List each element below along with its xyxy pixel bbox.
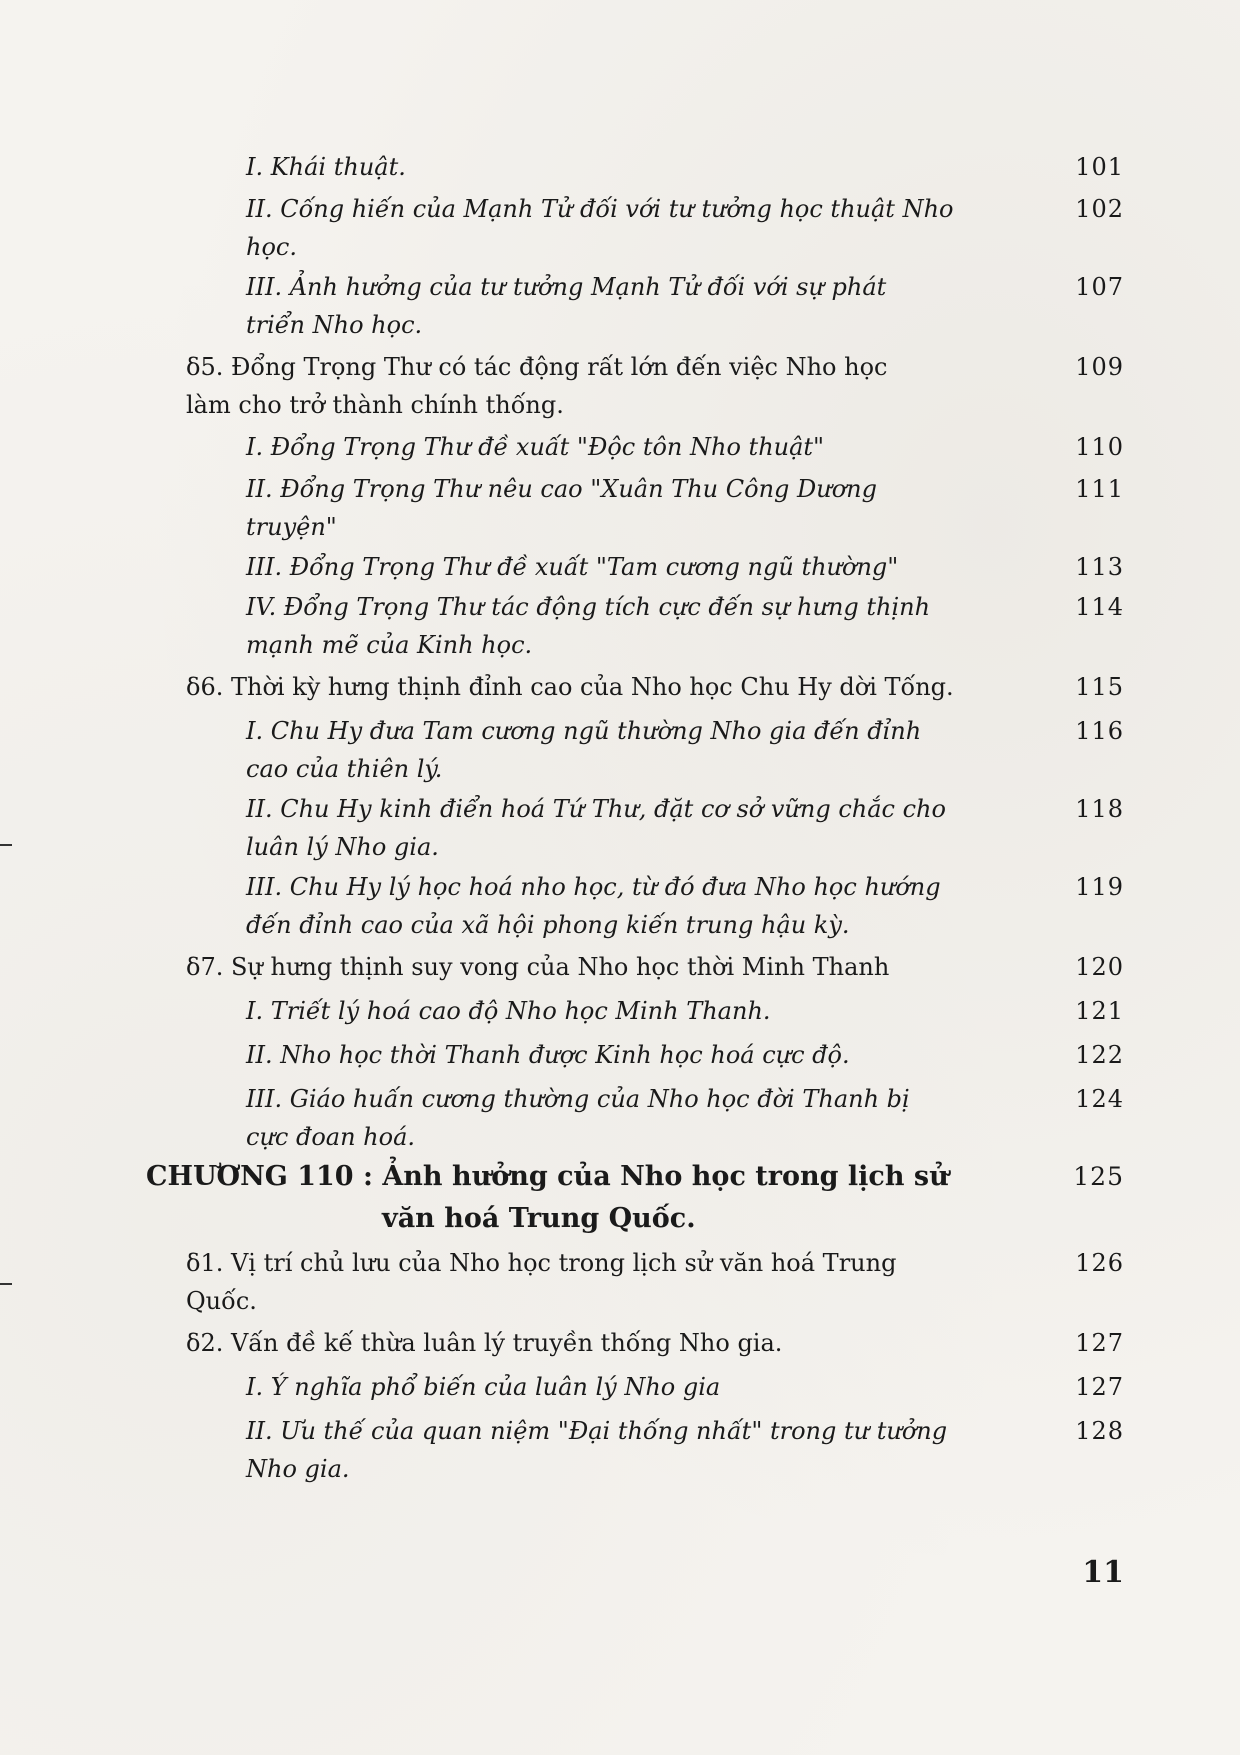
toc-line: IV. Đổng Trọng Thư tác động tích cực đến sự hưng thịnh <box>246 593 931 621</box>
toc-entry-title <box>246 548 1016 586</box>
toc-line: I. Khái thuật. <box>246 153 406 181</box>
toc-page-number: 121 <box>1075 997 1124 1025</box>
toc-entry-title <box>246 712 1016 788</box>
toc-entry-title <box>186 1244 1016 1320</box>
toc-page-number: 101 <box>1075 153 1124 181</box>
toc-line: triển Nho học. <box>246 311 423 339</box>
toc-page-number: 127 <box>1075 1373 1124 1401</box>
toc-line: III. Đổng Trọng Thư đề xuất "Tam cương ngũ thường" <box>246 553 899 581</box>
toc-entry-title <box>246 470 1016 546</box>
toc-page-number: 118 <box>1075 795 1124 823</box>
toc-chapter-title <box>146 1156 1026 1240</box>
toc-line: I. Đổng Trọng Thư đề xuất "Độc tôn Nho thuật" <box>246 433 825 461</box>
toc-entry-title <box>246 992 1016 1030</box>
toc-entry-title <box>246 268 1016 344</box>
toc-page-number: 115 <box>1075 673 1124 701</box>
toc-entry-title <box>246 428 1016 466</box>
toc-line: δ6. Thời kỳ hưng thịnh đỉnh cao của Nho học Chu Hy dời Tống. <box>186 673 954 701</box>
scan-edge-mark <box>0 1283 12 1285</box>
toc-line: I. Chu Hy đưa Tam cương ngũ thường Nho gia đến đỉnh <box>246 717 922 745</box>
toc-page-number: 111 <box>1075 475 1124 503</box>
toc-line: δ2. Vấn đề kế thừa luân lý truyền thống Nho gia. <box>186 1329 783 1357</box>
toc-line: mạnh mẽ của Kinh học. <box>246 631 533 659</box>
toc-entry-title <box>246 868 1016 944</box>
toc-line: I. Ý nghĩa phổ biến của luân lý Nho gia <box>246 1373 721 1401</box>
toc-line: III. Ảnh hưởng của tư tưởng Mạnh Tử đối với sự phát <box>246 273 887 301</box>
toc-page-number: 102 <box>1075 195 1124 223</box>
toc-line: δ5. Đổng Trọng Thư có tác động rất lớn đến việc Nho học <box>186 353 888 381</box>
toc-line: II. Đổng Trọng Thư nêu cao "Xuân Thu Công Dương <box>246 475 877 503</box>
toc-entry-title <box>186 668 1016 706</box>
toc-entry-title <box>246 790 1016 866</box>
toc-page-number: 110 <box>1075 433 1124 461</box>
toc-line: văn hoá Trung Quốc. <box>382 1203 696 1234</box>
toc-line: II. Ưu thế của quan niệm "Đại thống nhất" trong tư tưởng <box>246 1417 948 1445</box>
toc-line: Nho gia. <box>246 1455 350 1483</box>
toc-line: I. Triết lý hoá cao độ Nho học Minh Thanh. <box>246 997 771 1025</box>
toc-line: làm cho trở thành chính thống. <box>186 391 564 419</box>
toc-entry-title <box>246 1036 1016 1074</box>
toc-page-number: 124 <box>1075 1085 1124 1113</box>
toc-page-number: 113 <box>1075 553 1124 581</box>
toc-line: III. Chu Hy lý học hoá nho học, từ đó đưa Nho học hướng <box>246 873 941 901</box>
toc-page-number: 107 <box>1075 273 1124 301</box>
toc-page-number: 125 <box>1073 1162 1124 1191</box>
toc-line: truyện" <box>246 513 337 541</box>
toc-page-number: 116 <box>1075 717 1124 745</box>
toc-line: cực đoan hoá. <box>246 1123 416 1151</box>
toc-page-number: 127 <box>1075 1329 1124 1357</box>
toc-line: cao của thiên lý. <box>246 755 443 783</box>
toc-entry-title <box>186 348 1016 424</box>
toc-line: đến đỉnh cao của xã hội phong kiến trung hậu kỳ. <box>246 911 850 939</box>
toc-entry-title <box>186 1324 1016 1362</box>
toc-line: CHƯƠNG 110 : Ảnh hưởng của Nho học trong lịch sử <box>146 1161 949 1192</box>
page-number: 11 <box>1082 1555 1124 1590</box>
toc-entry-title <box>246 190 1016 266</box>
toc-page-number: 122 <box>1075 1041 1124 1069</box>
toc-line: Quốc. <box>186 1287 257 1315</box>
scan-edge-mark <box>0 844 12 846</box>
toc-entry-title <box>246 148 1016 186</box>
toc-page-number: 120 <box>1075 953 1124 981</box>
toc-page-number: 128 <box>1075 1417 1124 1445</box>
toc-entry-title <box>186 948 1016 986</box>
toc-line: III. Giáo huấn cương thường của Nho học đời Thanh bị <box>246 1085 910 1113</box>
toc-page-number: 119 <box>1075 873 1124 901</box>
toc-line: II. Chu Hy kinh điển hoá Tứ Thư, đặt cơ sở vững chắc cho <box>246 795 946 823</box>
toc-page-number: 114 <box>1075 593 1124 621</box>
toc-entry-title <box>246 1412 1016 1488</box>
toc-page-number: 109 <box>1075 353 1124 381</box>
toc-page-number: 126 <box>1075 1249 1124 1277</box>
toc-entry-title <box>246 1080 1016 1156</box>
toc-line: học. <box>246 233 297 261</box>
toc-line: II. Cống hiến của Mạnh Tử đối với tư tưởng học thuật Nho <box>246 195 954 223</box>
toc-entry-title <box>246 588 1016 664</box>
toc-line: II. Nho học thời Thanh được Kinh học hoá cực độ. <box>246 1041 850 1069</box>
toc-line: δ7. Sự hưng thịnh suy vong của Nho học thời Minh Thanh <box>186 953 890 981</box>
toc-entry-title <box>246 1368 1016 1406</box>
toc-line: δ1. Vị trí chủ lưu của Nho học trong lịch sử văn hoá Trung <box>186 1249 897 1277</box>
toc-line: luân lý Nho gia. <box>246 833 439 861</box>
